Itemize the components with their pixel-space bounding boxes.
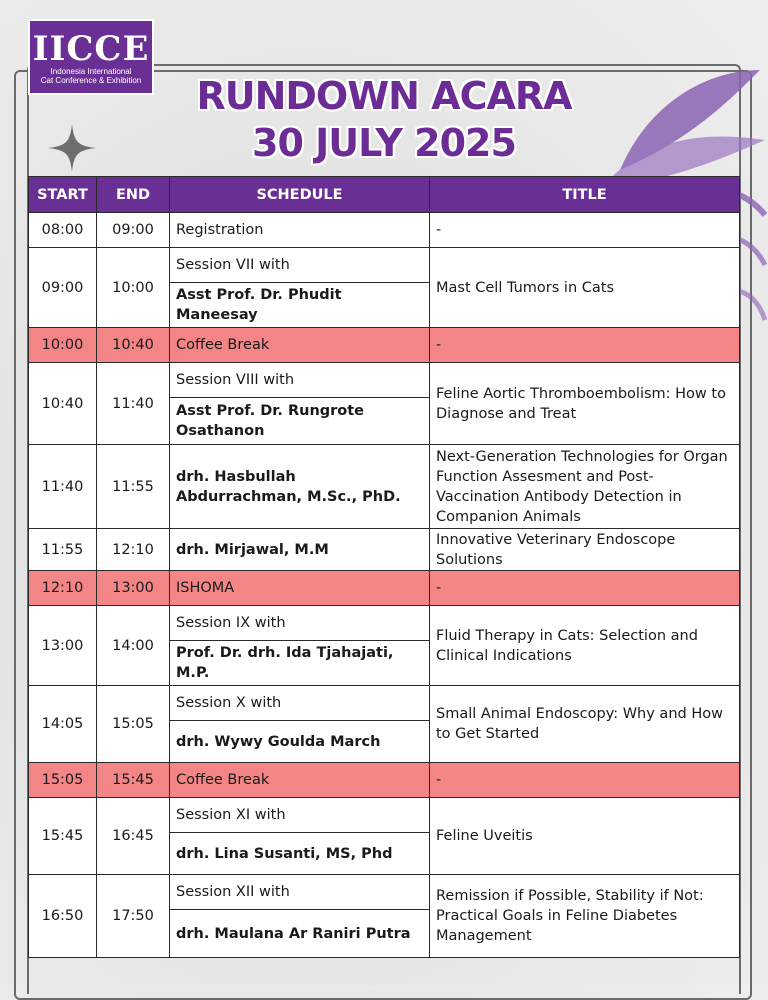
title-cell: - (430, 213, 740, 248)
title-cell: Small Animal Endoscopy: Why and How to Get Started (430, 686, 740, 763)
table-row (29, 529, 740, 571)
table-row (29, 363, 740, 398)
start-time: 12:10 (29, 571, 97, 606)
schedule-cell: Coffee Break (170, 763, 430, 798)
start-time: 14:05 (29, 686, 97, 763)
speaker-cell: Prof. Dr. drh. Ida Tjahajati, M.P. (170, 641, 430, 686)
title-cell: - (430, 328, 740, 363)
logo-line-2: Cat Conference & Exhibition (40, 76, 142, 85)
table-row (29, 571, 740, 606)
table-row (29, 606, 740, 641)
table-row (29, 875, 740, 910)
schedule-cell: Registration (170, 213, 430, 248)
end-time: 16:45 (97, 798, 170, 875)
start-time: 09:00 (29, 248, 97, 328)
title-cell: Innovative Veterinary Endoscope Solutions (430, 529, 740, 571)
speaker-cell: drh. Mirjawal, M.M (170, 529, 430, 571)
title-cell: Feline Uveitis (430, 798, 740, 875)
end-time: 09:00 (97, 213, 170, 248)
logo-line-1: Indonesia International (50, 67, 132, 76)
start-time: 11:55 (29, 529, 97, 571)
end-time: 17:50 (97, 875, 170, 958)
session-cell: Session XI with (170, 798, 430, 833)
header-title: TITLE (430, 177, 740, 213)
start-time: 08:00 (29, 213, 97, 248)
end-time: 10:40 (97, 328, 170, 363)
start-time: 15:05 (29, 763, 97, 798)
header-end: END (97, 177, 170, 213)
session-cell: Session XII with (170, 875, 430, 910)
start-time: 13:00 (29, 606, 97, 686)
schedule-cell: Coffee Break (170, 328, 430, 363)
table-row (29, 213, 740, 248)
end-time: 10:00 (97, 248, 170, 328)
session-cell: Session X with (170, 686, 430, 721)
speaker-cell: drh. Hasbullah Abdurrachman, M.Sc., PhD. (170, 445, 430, 529)
title-cell: Next-Generation Technologies for Organ Function Assesment and Post-Vaccination Antibody Detection in Companion Animals (430, 445, 740, 529)
start-time: 16:50 (29, 875, 97, 958)
table-row (29, 798, 740, 833)
start-time: 10:00 (29, 328, 97, 363)
speaker-cell: Asst Prof. Dr. Phudit Maneesay (170, 283, 430, 328)
title-cell: - (430, 763, 740, 798)
start-time: 11:40 (29, 445, 97, 529)
session-cell: Session VII with (170, 248, 430, 283)
table-row (29, 328, 740, 363)
title-cell: - (430, 571, 740, 606)
page-title: RUNDOWN ACARA (196, 74, 572, 118)
header-schedule: SCHEDULE (170, 177, 430, 213)
header-start: START (29, 177, 97, 213)
speaker-cell: drh. Lina Susanti, MS, Phd (170, 833, 430, 875)
end-time: 12:10 (97, 529, 170, 571)
page-date: 30 JULY 2025 (252, 121, 516, 165)
end-time: 11:55 (97, 445, 170, 529)
title-cell: Feline Aortic Thromboembolism: How to Diagnose and Treat (430, 363, 740, 445)
end-time: 11:40 (97, 363, 170, 445)
speaker-cell: Asst Prof. Dr. Rungrote Osathanon (170, 398, 430, 445)
title-cell: Mast Cell Tumors in Cats (430, 248, 740, 328)
end-time: 15:45 (97, 763, 170, 798)
table-row (29, 248, 740, 283)
start-time: 10:40 (29, 363, 97, 445)
speaker-cell: drh. Wywy Goulda March (170, 721, 430, 763)
table-row (29, 445, 740, 529)
end-time: 13:00 (97, 571, 170, 606)
table-row (29, 686, 740, 721)
start-time: 15:45 (29, 798, 97, 875)
table-row (29, 763, 740, 798)
schedule-cell: ISHOMA (170, 571, 430, 606)
session-cell: Session IX with (170, 606, 430, 641)
logo-mark: IICCE (32, 29, 150, 69)
end-time: 14:00 (97, 606, 170, 686)
table-header-row (29, 177, 740, 213)
rundown-table (28, 176, 740, 958)
title-cell: Fluid Therapy in Cats: Selection and Clinical Indications (430, 606, 740, 686)
session-cell: Session VIII with (170, 363, 430, 398)
end-time: 15:05 (97, 686, 170, 763)
title-cell: Remission if Possible, Stability if Not: Practical Goals in Feline Diabetes Management (430, 875, 740, 958)
speaker-cell: drh. Maulana Ar Raniri Putra (170, 910, 430, 958)
